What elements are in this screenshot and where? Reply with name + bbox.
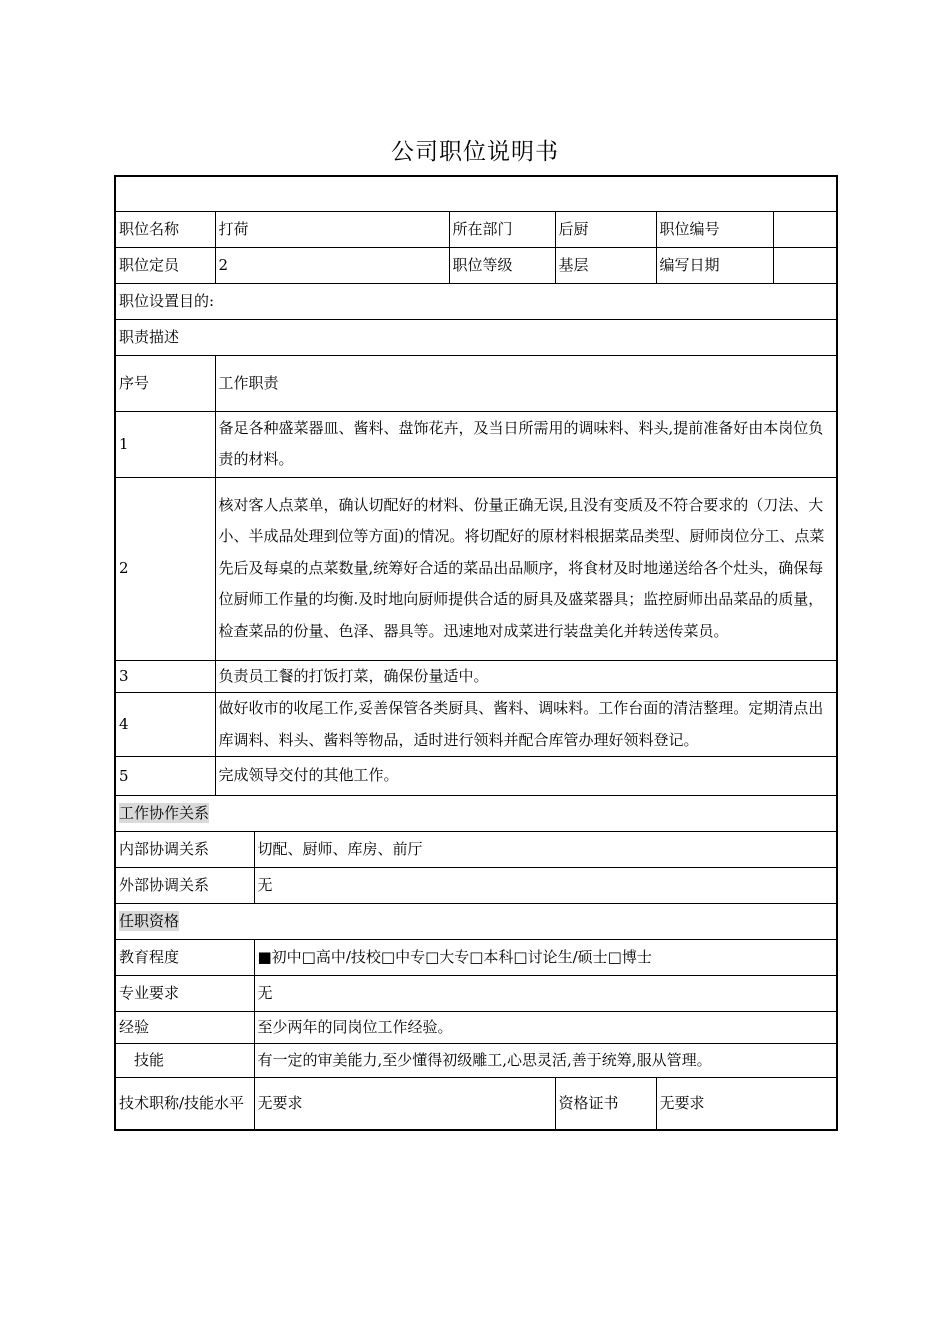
header-blank-row: [115, 176, 837, 211]
duty-content-header: 工作职责: [215, 355, 837, 411]
qualification-section: [115, 904, 837, 940]
skill-value: 有一定的审美能力,至少懂得初级雕工,心思灵活,善于统筹,服从管理。: [254, 1044, 837, 1078]
duties-section-label: 职责描述: [115, 319, 837, 355]
headcount-value: 2: [215, 247, 449, 283]
duty-number: 4: [115, 693, 215, 757]
experience-label: 经验: [115, 1012, 254, 1044]
department-value: 后厨: [555, 211, 656, 247]
internal-relations-value: 切配、厨师、库房、前厅: [254, 832, 837, 868]
duty-text: 负责员工餐的打饭打菜，确保份量适中。: [215, 660, 837, 693]
grade-label: 职位等级: [449, 247, 555, 283]
duty-text: 做好收市的收尾工作,妥善保管各类厨具、酱料、调味料。工作台面的清洁整理。定期清点出库调料、料头、酱料等物品，适时进行领料并配合库管办理好领料登记。: [215, 693, 837, 757]
qualification-section-label: 任职资格: [119, 912, 180, 930]
department-label: 所在部门: [449, 211, 555, 247]
duty-text: 完成领导交付的其他工作。: [215, 757, 837, 796]
relations-section-label: 工作协作关系: [119, 804, 210, 822]
certificate-label: 资格证书: [555, 1078, 656, 1130]
experience-value: 至少两年的同岗位工作经验。: [254, 1012, 837, 1044]
education-label: 教育程度: [115, 940, 254, 976]
position-name-value: 打荷: [215, 211, 449, 247]
external-relations-value: 无: [254, 868, 837, 904]
position-code-value: [773, 211, 837, 247]
headcount-label: 职位定员: [115, 247, 215, 283]
relations-section: [115, 796, 837, 832]
page-title: 公司职位说明书: [391, 139, 559, 165]
purpose-label: 职位设置目的:: [115, 283, 837, 319]
internal-relations-label: 内部协调关系: [115, 832, 254, 868]
duty-number: 3: [115, 660, 215, 693]
position-name-label: 职位名称: [115, 211, 215, 247]
education-options: ■初中□高中/技校□中专□大专□本科□讨论生/硕士□博士: [254, 940, 837, 976]
duty-number: 5: [115, 757, 215, 796]
major-label: 专业要求: [115, 976, 254, 1012]
technical-title-value: 无要求: [254, 1078, 555, 1130]
major-value: 无: [254, 976, 837, 1012]
job-description-table: [114, 175, 838, 1131]
duty-text: 核对客人点菜单，确认切配好的材料、份量正确无误,且没有变质及不符合要求的（刀法、大小、半成品处理到位等方面)的情况。将切配好的原材料根据菜品类型、厨师岗位分工、点菜先后及每桌的点菜数量,统筹好合适的菜品出品顺序，将食材及时地递送给各个灶头，确保每位厨师工作量的均衡.及时地向厨师提供合适的厨具及盛菜器具；监控厨师出品菜品的质量，检查菜品的份量、色泽、器具等。迅速地对成菜进行装盘美化并转送传菜员。: [215, 477, 837, 660]
duty-number: 1: [115, 411, 215, 477]
grade-value: 基层: [555, 247, 656, 283]
position-code-label: 职位编号: [656, 211, 773, 247]
compile-date-label: 编写日期: [656, 247, 773, 283]
duty-number-header: 序号: [115, 355, 215, 411]
certificate-value: 无要求: [656, 1078, 837, 1130]
duty-number: 2: [115, 477, 215, 660]
skill-label: 技能: [115, 1044, 254, 1078]
duty-text: 备足各种盛菜器皿、酱料、盘饰花卉，及当日所需用的调味料、料头,提前准备好由本岗位负责的材料。: [215, 411, 837, 477]
technical-title-label: 技术职称/技能水平: [115, 1078, 254, 1130]
compile-date-value: [773, 247, 837, 283]
external-relations-label: 外部协调关系: [115, 868, 254, 904]
